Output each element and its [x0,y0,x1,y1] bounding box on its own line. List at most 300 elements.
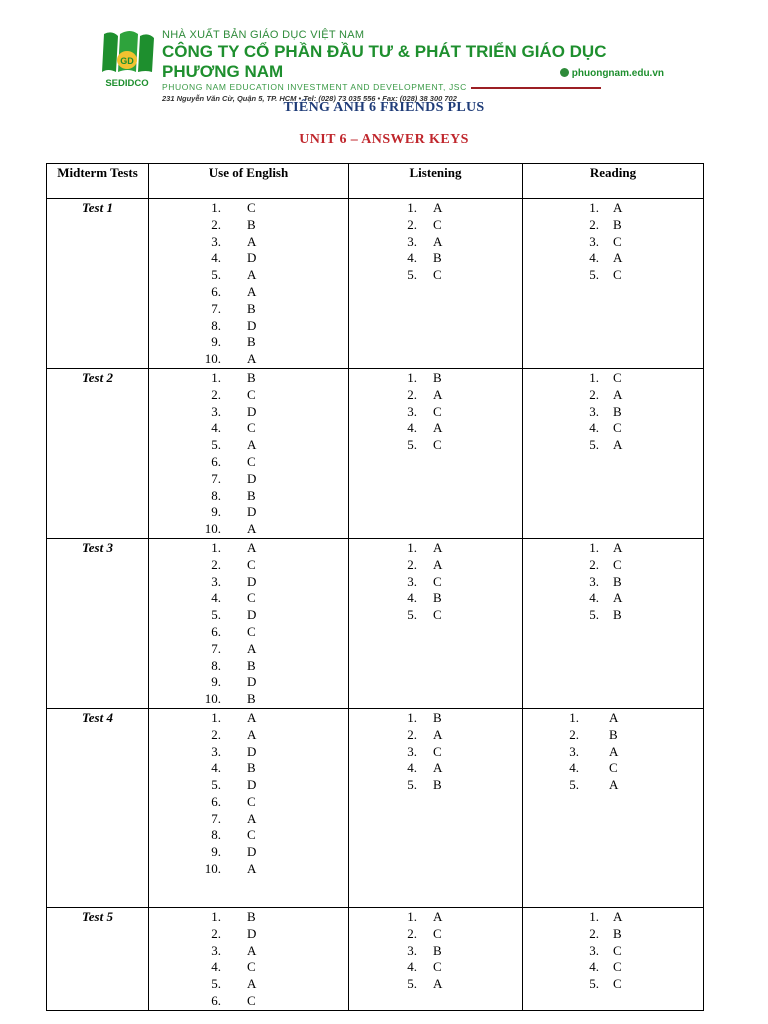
answer-letter: A [609,743,619,759]
answer-item [149,250,348,267]
answer-letter: D [247,777,257,793]
answer-item [149,574,348,591]
answer-item [523,607,703,624]
answer-item [523,420,703,437]
answer-number: 6. [211,453,221,469]
answer-number: 3. [569,743,579,759]
answer-number: 4. [211,590,221,606]
answer-letter: B [613,925,622,941]
answer-number: 3. [589,403,599,419]
answers-reading-cell [523,907,704,1010]
answer-item [149,521,348,538]
test-name: Test 2 [82,369,113,385]
answer-letter: C [433,267,442,283]
answers-reading-cell [523,368,704,538]
answer-number: 8. [211,657,221,673]
answer-item [523,437,703,454]
answer-number: 1. [211,539,221,555]
answer-letter: B [247,487,256,503]
answer-number: 9. [211,674,221,690]
answer-item [149,827,348,844]
answer-item [149,387,348,404]
answer-letter: C [433,959,442,975]
answer-item [349,234,522,251]
answer-letter: A [613,908,623,924]
answer-number: 2. [211,386,221,402]
answer-item [149,641,348,658]
answer-item [523,760,703,777]
answer-number: 5. [211,607,221,623]
table-row [47,368,704,538]
answer-item [349,590,522,607]
answer-item [523,909,703,926]
answer-number: 5. [407,777,417,793]
answer-letter: A [433,386,443,402]
answer-number: 6. [211,623,221,639]
answer-item [149,691,348,708]
divider-bar [471,87,601,89]
answer-item [349,404,522,421]
answers-listening-cell [349,907,523,1010]
answer-letter: A [613,590,623,606]
answer-letter: B [247,657,256,673]
answer-number: 1. [589,369,599,385]
answer-number: 4. [589,959,599,975]
answer-item [523,943,703,960]
answer-item [149,351,348,368]
answer-letter: A [247,726,257,742]
answer-item [349,607,522,624]
answer-letter: B [247,691,256,707]
header-reading: Reading [523,164,704,199]
answer-item [523,926,703,943]
answer-letter: A [613,386,623,402]
answer-letter: B [247,300,256,316]
answer-letter: A [433,556,443,572]
table-row [47,538,704,708]
answer-number: 5. [407,976,417,992]
answer-item [523,744,703,761]
answer-letter: C [433,437,442,453]
answer-number: 1. [407,200,417,215]
answer-letter: B [433,369,442,385]
answer-number: 4. [407,250,417,266]
answer-letter: D [247,743,257,759]
header-midterm-tests: Midterm Tests [47,164,149,199]
answer-letter: C [613,233,622,249]
answer-item [149,471,348,488]
answer-item [149,943,348,960]
answer-number: 2. [407,925,417,941]
answer-letter: A [609,777,619,793]
answer-item [149,760,348,777]
answer-letter: C [433,743,442,759]
answer-item [523,777,703,794]
answer-letter: A [433,976,443,992]
answers-listening-cell [349,538,523,708]
answer-number: 3. [589,573,599,589]
answers-use-of-english-cell [149,538,349,708]
answer-number: 3. [407,403,417,419]
answer-number: 5. [407,267,417,283]
answer-number: 1. [407,908,417,924]
answer-number: 6. [211,283,221,299]
website-link[interactable]: phuongnam.edu.vn [560,68,664,79]
table-row [47,907,704,1010]
answer-number: 2. [589,556,599,572]
answer-item [349,727,522,744]
company-address: 231 Nguyễn Văn Cừ, Quận 5, TP. HCM • Tel: (028) 73 035 556 • Fax: (028) 38 300 702 [162,94,457,103]
answer-item [149,334,348,351]
answer-letter: D [247,250,257,266]
answer-item [149,454,348,471]
answer-number: 2. [211,726,221,742]
answer-item [523,959,703,976]
answer-letter: A [613,437,623,453]
answer-item [149,811,348,828]
answer-number: 6. [211,992,221,1008]
answer-item [149,267,348,284]
answer-number: 2. [407,726,417,742]
answer-item [149,993,348,1010]
answer-number: 2. [589,216,599,232]
answer-keys-table [46,163,704,1011]
answer-item [149,404,348,421]
answer-letter: C [247,992,256,1008]
answer-number: 1. [569,709,579,725]
answer-number: 5. [211,437,221,453]
answer-number: 1. [589,539,599,555]
answer-number: 4. [211,420,221,436]
answer-number: 5. [589,976,599,992]
answer-number: 1. [407,539,417,555]
answer-number: 5. [211,976,221,992]
answer-item [523,217,703,234]
answer-number: 9. [211,334,221,350]
answer-number: 9. [211,504,221,520]
answer-item [149,217,348,234]
answer-item [149,540,348,557]
answer-item [523,727,703,744]
answer-number: 5. [407,437,417,453]
answer-letter: B [247,908,256,924]
answer-item [149,674,348,691]
answers-listening-cell [349,708,523,907]
globe-icon [560,68,569,77]
answer-item [149,861,348,878]
answer-item [149,318,348,335]
answer-letter: B [247,216,256,232]
document-title: TIẾNG ANH 6 FRIENDS PLUS [283,100,485,115]
answer-letter: C [247,959,256,975]
answer-item [523,370,703,387]
answer-letter: A [613,539,623,555]
company-name-en: PHUONG NAM EDUCATION INVESTMENT AND DEVELOPMENT, JSC [162,82,467,92]
answer-number: 10. [204,521,221,537]
answer-letter: D [247,607,257,623]
answer-letter: C [247,420,256,436]
answer-number: 4. [589,420,599,436]
answer-item [523,267,703,284]
answer-letter: B [247,760,256,776]
answer-letter: A [433,200,443,215]
answers-use-of-english-cell [149,708,349,907]
sedidco-logo [98,28,156,90]
answer-letter: B [433,709,442,725]
answer-item [149,658,348,675]
answer-letter: C [613,942,622,958]
answer-number: 4. [407,959,417,975]
answer-item [523,557,703,574]
answer-letter: C [613,959,622,975]
answer-item [149,976,348,993]
answer-number: 2. [407,556,417,572]
answer-letter: C [247,556,256,572]
answers-reading-cell [523,199,704,369]
answer-number: 2. [407,386,417,402]
answer-letter: D [247,925,257,941]
answer-letter: D [247,674,257,690]
test-name-cell [47,708,149,907]
answer-item [523,574,703,591]
answer-item [523,387,703,404]
answer-number: 1. [407,369,417,385]
answer-number: 2. [589,386,599,402]
answer-number: 8. [211,317,221,333]
answer-item [523,590,703,607]
answer-number: 8. [211,487,221,503]
answer-number: 10. [204,861,221,877]
answer-letter: A [247,861,257,877]
answer-letter: A [433,233,443,249]
answer-number: 3. [211,942,221,958]
answer-number: 3. [211,743,221,759]
test-name-cell [47,907,149,1010]
answer-letter: A [433,420,443,436]
answer-item [349,710,522,727]
answers-listening-cell [349,368,523,538]
answer-letter: A [247,539,257,555]
answer-item [349,926,522,943]
answer-letter: D [247,844,257,860]
answer-letter: A [247,267,257,283]
answer-item [149,557,348,574]
answers-use-of-english-cell [149,199,349,369]
answer-item [149,777,348,794]
answer-letter: A [433,908,443,924]
answer-item [349,420,522,437]
answer-item [349,200,522,217]
answer-number: 1. [211,369,221,385]
answer-item [149,420,348,437]
answer-number: 4. [589,250,599,266]
answer-letter: A [247,709,257,725]
answer-item [149,590,348,607]
answer-letter: C [247,590,256,606]
answer-letter: A [247,976,257,992]
answer-item [523,540,703,557]
answer-number: 4. [589,590,599,606]
answer-item [149,301,348,318]
answer-item [149,710,348,727]
answer-letter: A [247,521,257,537]
answer-number: 8. [211,827,221,843]
answer-letter: B [613,607,622,623]
answer-number: 3. [211,573,221,589]
answer-item [349,437,522,454]
answer-item [349,387,522,404]
answer-number: 7. [211,300,221,316]
publisher-header [98,24,664,103]
answer-letter: A [609,709,619,725]
logo-mark: GD [120,56,134,66]
answer-letter: C [247,623,256,639]
answer-item [349,267,522,284]
answer-number: 5. [211,267,221,283]
answer-number: 5. [589,267,599,283]
answer-item [349,370,522,387]
test-name: Test 5 [82,908,113,924]
answer-number: 3. [211,403,221,419]
answer-letter: B [433,590,442,606]
answer-number: 7. [211,470,221,486]
answers-reading-cell [523,708,704,907]
answer-item [349,250,522,267]
answer-number: 3. [407,233,417,249]
answer-item [349,744,522,761]
answer-letter: A [247,283,257,299]
answer-number: 2. [569,726,579,742]
answer-number: 3. [589,942,599,958]
answer-letter: A [613,250,623,266]
answer-letter: D [247,317,257,333]
answer-item [149,744,348,761]
answer-item [149,488,348,505]
answer-letter: D [247,504,257,520]
company-name: CÔNG TY CỔ PHẦN ĐẦU TƯ & PHÁT TRIỂN GIÁO DỤC PHƯƠNG NAM [162,42,607,81]
table-row [47,708,704,907]
answer-item [523,200,703,217]
answer-item [149,794,348,811]
answer-number: 1. [589,908,599,924]
answer-letter: A [247,942,257,958]
answer-letter: B [247,369,256,385]
answer-letter: C [433,573,442,589]
answer-letter: C [609,760,618,776]
answer-item [523,976,703,993]
answer-item [349,943,522,960]
answers-reading-cell [523,538,704,708]
answer-number: 4. [211,760,221,776]
answer-number: 7. [211,810,221,826]
answer-number: 1. [211,908,221,924]
answer-number: 5. [589,607,599,623]
answer-letter: A [247,640,257,656]
answer-letter: C [433,925,442,941]
logo-text: SEDIDCO [105,78,149,89]
answer-letter: D [247,403,257,419]
answer-item [149,926,348,943]
answer-number: 3. [407,743,417,759]
answer-letter: C [433,607,442,623]
answer-number: 3. [589,233,599,249]
answer-item [149,959,348,976]
answer-number: 3. [407,573,417,589]
answer-letter: B [613,216,622,232]
answer-letter: C [433,403,442,419]
answer-item [149,370,348,387]
answer-letter: B [433,942,442,958]
answer-letter: A [613,200,623,215]
answer-item [149,727,348,744]
answer-number: 4. [407,590,417,606]
answer-number: 1. [211,200,221,215]
answer-number: 9. [211,844,221,860]
test-name: Test 1 [82,200,113,215]
answer-letter: B [433,777,442,793]
answer-number: 2. [407,216,417,232]
answer-number: 4. [569,760,579,776]
document-subtitle: UNIT 6 – ANSWER KEYS [299,132,469,147]
answer-number: 4. [211,250,221,266]
answer-item [149,284,348,301]
answer-item [149,624,348,641]
answer-letter: C [247,827,256,843]
answer-letter: C [247,200,256,215]
answer-number: 1. [211,709,221,725]
answer-item [349,557,522,574]
answer-item [149,909,348,926]
answer-item [349,959,522,976]
answer-number: 3. [407,942,417,958]
answer-letter: A [247,351,257,367]
answer-number: 10. [204,691,221,707]
answer-item [349,217,522,234]
answers-use-of-english-cell [149,368,349,538]
header-listening: Listening [349,164,523,199]
test-name-cell [47,368,149,538]
answer-letter: C [613,267,622,283]
answer-letter: C [247,453,256,469]
test-name: Test 3 [82,539,113,555]
answer-letter: B [613,403,622,419]
answer-letter: C [613,976,622,992]
answer-number: 3. [211,233,221,249]
answer-item [149,234,348,251]
answer-letter: A [433,760,443,776]
answer-item [149,607,348,624]
answer-letter: C [613,420,622,436]
answer-item [149,844,348,861]
answer-item [349,777,522,794]
answer-item [523,710,703,727]
answer-item [349,540,522,557]
answer-number: 7. [211,640,221,656]
answer-letter: A [433,539,443,555]
answer-number: 5. [589,437,599,453]
answer-number: 4. [211,959,221,975]
answer-item [349,976,522,993]
test-name: Test 4 [82,709,113,725]
answer-item [349,574,522,591]
answer-item [149,504,348,521]
answer-item [349,760,522,777]
answer-number: 5. [407,607,417,623]
test-name-cell [47,199,149,369]
answer-letter: D [247,470,257,486]
answer-number: 5. [211,777,221,793]
answer-number: 2. [211,216,221,232]
